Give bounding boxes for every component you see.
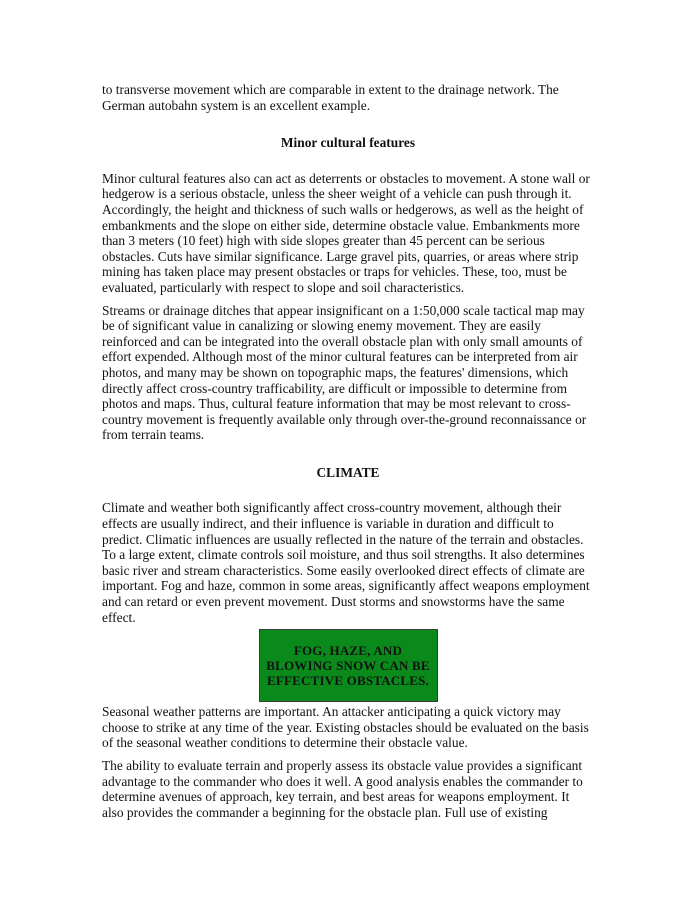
minor-features-paragraph-2: Streams or drainage ditches that appear insignificant on a 1:50,000 scale tactical map may be of significant value in canalizing or slowing enemy movement. They are easily reinforced and can be integrated into the overall obstacle plan with only small amounts of effort expended. Although most of the minor cultural features can be interpreted from air photos, and many may be shown on topographic maps, the features' dimensions, which directly affect cross-country trafficability, are difficult or impossible to determine from photos and maps. Thus, cultural feature information that may be most relevant to cross-country movement is frequently available only through over-the-ground reconnaissance or from terrain teams. bbox=[102, 302, 587, 443]
climate-paragraph-1: Climate and weather both significantly affect cross-country movement, although their effects are usually indirect, and their influence is variable in duration and difficult to predict. Climatic influences are usually reflected in the nature of the terrain and obstacles. To a large extent, climate controls soil moisture, and thus soil strengths. It also determines basic river and stream characteristics. Some easily overlooked direct effects of climate are important. Fog and haze, common in some areas, significantly affect weapons employment and can retard or even prevent movement. Dust storms and snowstorms have the same effect. bbox=[102, 500, 590, 625]
climate-heading: CLIMATE bbox=[316, 464, 380, 480]
callout-line-3: EFFECTIVE OBSTACLES. bbox=[267, 673, 429, 689]
obstacle-callout-box bbox=[259, 629, 438, 702]
document-page bbox=[102, 82, 594, 820]
climate-paragraph-3: The ability to evaluate terrain and properly assess its obstacle value provides a significant advantage to the commander who does it well. A good analysis enables the commander to determine avenues of approach, key terrain, and best areas for weapons employment. It also provides the commander a beginning for the obstacle plan. Full use of existing bbox=[102, 758, 583, 820]
minor-cultural-features-heading: Minor cultural features bbox=[280, 135, 416, 151]
minor-features-paragraph-1: Minor cultural features also can act as deterrents or obstacles to movement. A stone wall or hedgerow is a serious obstacle, unless the sheer weight of a vehicle can push through it. Accordingly, the height and thickness of such walls or hedgerows, as well as the height of embankments and the slope on either side, determine obstacle value. Embankments more than 3 meters (10 feet) high with side slopes greater than 45 percent can be serious obstacles. Cuts have similar significance. Large gravel pits, quarries, or areas where strip mining has taken place may present obstacles or traps for vehicles. These, too, must be evaluated, particularly with respect to slope and soil characteristics. bbox=[102, 170, 590, 295]
callout-line-1: FOG, HAZE, AND bbox=[293, 643, 403, 659]
callout-container bbox=[102, 629, 594, 702]
callout-line-2: BLOWING SNOW CAN BE bbox=[266, 658, 430, 674]
climate-paragraph-2: Seasonal weather patterns are important. An attacker anticipating a quick victory may choose to strike at any time of the year. Existing obstacles should be evaluated on the basis of the seasonal weather conditions to determine their obstacle value. bbox=[102, 704, 589, 751]
intro-continuation-paragraph: to transverse movement which are comparable in extent to the drainage network. The German autobahn system is an excellent example. bbox=[102, 82, 559, 113]
